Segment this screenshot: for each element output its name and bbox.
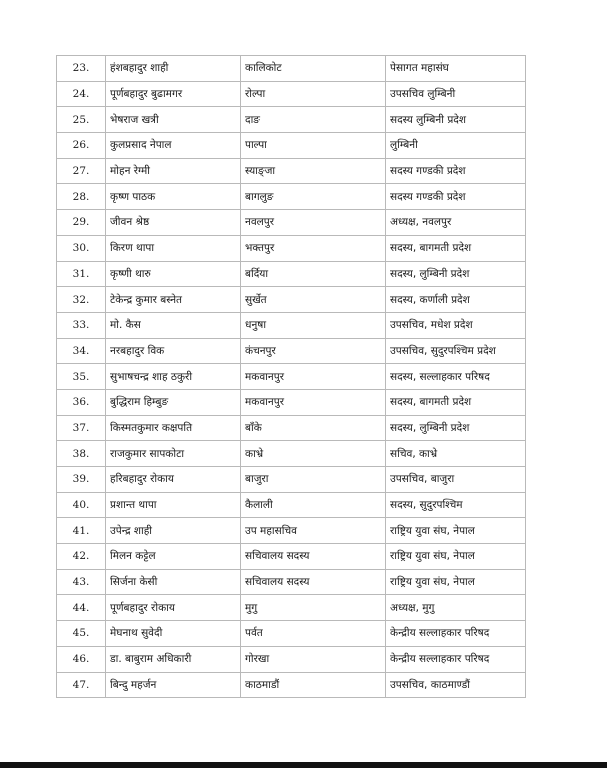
member-district: काठमाडौं bbox=[241, 672, 386, 698]
member-name: राजकुमार सापकोटा bbox=[106, 441, 241, 467]
member-district: बागलुङ bbox=[241, 184, 386, 210]
table-row bbox=[57, 467, 526, 493]
page-bottom-rule bbox=[0, 762, 607, 768]
member-name: जीवन श्रेष्ठ bbox=[106, 210, 241, 236]
member-name: मिलन कट्टेल bbox=[106, 544, 241, 570]
member-position: सदस्य गण्डकी प्रदेश bbox=[386, 184, 526, 210]
table-row bbox=[57, 210, 526, 236]
table-row bbox=[57, 338, 526, 364]
member-name: नरबहादुर विक bbox=[106, 338, 241, 364]
serial-number: 39. bbox=[57, 467, 106, 493]
serial-number: 41. bbox=[57, 518, 106, 544]
member-district: मुगु bbox=[241, 595, 386, 621]
table-row bbox=[57, 184, 526, 210]
member-name: हरिबहादुर रोकाय bbox=[106, 467, 241, 493]
member-position: सदस्य, कर्णाली प्रदेश bbox=[386, 287, 526, 313]
serial-number: 27. bbox=[57, 158, 106, 184]
serial-number: 30. bbox=[57, 235, 106, 261]
serial-number: 25. bbox=[57, 107, 106, 133]
member-position: सदस्य लुम्बिनी प्रदेश bbox=[386, 107, 526, 133]
member-name: किस्मतकुमार कक्षपति bbox=[106, 415, 241, 441]
table-row bbox=[57, 646, 526, 672]
table-row bbox=[57, 235, 526, 261]
serial-number: 28. bbox=[57, 184, 106, 210]
member-position: पेसागत महासंघ bbox=[386, 56, 526, 82]
table-row bbox=[57, 595, 526, 621]
member-name: बुद्धिराम हिम्बुङ bbox=[106, 389, 241, 415]
serial-number: 42. bbox=[57, 544, 106, 570]
member-name: कृष्ण पाठक bbox=[106, 184, 241, 210]
member-name: टेकेन्द्र कुमार बस्नेत bbox=[106, 287, 241, 313]
table-row bbox=[57, 107, 526, 133]
member-position: केन्द्रीय सल्लाहकार परिषद bbox=[386, 646, 526, 672]
member-position: उपसचिव, काठमाण्डौं bbox=[386, 672, 526, 698]
table-row bbox=[57, 133, 526, 159]
member-district: बाँके bbox=[241, 415, 386, 441]
member-district: पर्वत bbox=[241, 621, 386, 647]
member-name: मोहन रेग्मी bbox=[106, 158, 241, 184]
member-name: पूर्णबहादुर बुढामगर bbox=[106, 81, 241, 107]
member-name: मो. कैस bbox=[106, 312, 241, 338]
member-position: उपसचिव, सुदुरपश्चिम प्रदेश bbox=[386, 338, 526, 364]
member-district: दाङ bbox=[241, 107, 386, 133]
member-position: सदस्य, बागमती प्रदेश bbox=[386, 235, 526, 261]
member-position: उपसचिव, बाजुरा bbox=[386, 467, 526, 493]
member-name: मेघनाथ सुवेदी bbox=[106, 621, 241, 647]
table-row bbox=[57, 287, 526, 313]
table-row bbox=[57, 312, 526, 338]
serial-number: 26. bbox=[57, 133, 106, 159]
member-position: उपसचिव लुम्बिनी bbox=[386, 81, 526, 107]
table-row bbox=[57, 158, 526, 184]
table-row bbox=[57, 81, 526, 107]
member-position: सदस्य गण्डकी प्रदेश bbox=[386, 158, 526, 184]
serial-number: 37. bbox=[57, 415, 106, 441]
member-position: सदस्य, बागमती प्रदेश bbox=[386, 389, 526, 415]
member-district: काभ्रे bbox=[241, 441, 386, 467]
member-name: हंशबहादुर शाही bbox=[106, 56, 241, 82]
serial-number: 23. bbox=[57, 56, 106, 82]
member-district: धनुषा bbox=[241, 312, 386, 338]
table-row bbox=[57, 441, 526, 467]
member-name: सुभाषचन्द्र शाह ठकुरी bbox=[106, 364, 241, 390]
member-position: सदस्य, सल्लाहकार परिषद bbox=[386, 364, 526, 390]
serial-number: 46. bbox=[57, 646, 106, 672]
serial-number: 31. bbox=[57, 261, 106, 287]
member-district: नवलपुर bbox=[241, 210, 386, 236]
member-position: उपसचिव, मधेश प्रदेश bbox=[386, 312, 526, 338]
member-name: कृष्णी थारु bbox=[106, 261, 241, 287]
member-name: प्रशान्त थापा bbox=[106, 492, 241, 518]
member-district: स्याङ्जा bbox=[241, 158, 386, 184]
serial-number: 33. bbox=[57, 312, 106, 338]
member-position: सदस्य, लुम्बिनी प्रदेश bbox=[386, 415, 526, 441]
member-name: कुलप्रसाद नेपाल bbox=[106, 133, 241, 159]
table-row bbox=[57, 415, 526, 441]
member-list-body bbox=[57, 56, 526, 698]
member-district: कंचनपुर bbox=[241, 338, 386, 364]
member-position: राष्ट्रिय युवा संघ, नेपाल bbox=[386, 544, 526, 570]
member-district: रोल्पा bbox=[241, 81, 386, 107]
member-name: उपेन्द्र शाही bbox=[106, 518, 241, 544]
table-row bbox=[57, 544, 526, 570]
member-district: मकवानपुर bbox=[241, 364, 386, 390]
serial-number: 43. bbox=[57, 569, 106, 595]
member-district: पाल्पा bbox=[241, 133, 386, 159]
member-position: सदस्य, लुम्बिनी प्रदेश bbox=[386, 261, 526, 287]
table-row bbox=[57, 389, 526, 415]
table-row bbox=[57, 492, 526, 518]
member-name: भेषराज खत्री bbox=[106, 107, 241, 133]
serial-number: 24. bbox=[57, 81, 106, 107]
serial-number: 44. bbox=[57, 595, 106, 621]
member-district: उप महासचिव bbox=[241, 518, 386, 544]
member-position: सदस्य, सुदुरपश्चिम bbox=[386, 492, 526, 518]
member-district: गोरखा bbox=[241, 646, 386, 672]
table-row bbox=[57, 621, 526, 647]
member-name: सिर्जना केसी bbox=[106, 569, 241, 595]
member-position: अध्यक्ष, मुगु bbox=[386, 595, 526, 621]
table-row bbox=[57, 56, 526, 82]
table-row bbox=[57, 518, 526, 544]
member-district: बाजुरा bbox=[241, 467, 386, 493]
serial-number: 32. bbox=[57, 287, 106, 313]
member-district: सचिवालय सदस्य bbox=[241, 544, 386, 570]
member-district: कालिकोट bbox=[241, 56, 386, 82]
serial-number: 47. bbox=[57, 672, 106, 698]
member-name: किरण थापा bbox=[106, 235, 241, 261]
member-position: राष्ट्रिय युवा संघ, नेपाल bbox=[386, 569, 526, 595]
member-name: बिन्दु महर्जन bbox=[106, 672, 241, 698]
serial-number: 35. bbox=[57, 364, 106, 390]
member-district: कैलाली bbox=[241, 492, 386, 518]
member-position: अध्यक्ष, नवलपुर bbox=[386, 210, 526, 236]
serial-number: 45. bbox=[57, 621, 106, 647]
table-row bbox=[57, 569, 526, 595]
serial-number: 38. bbox=[57, 441, 106, 467]
member-position: केन्द्रीय सल्लाहकार परिषद bbox=[386, 621, 526, 647]
table-row bbox=[57, 672, 526, 698]
serial-number: 29. bbox=[57, 210, 106, 236]
table-row bbox=[57, 261, 526, 287]
member-district: सुर्खेत bbox=[241, 287, 386, 313]
serial-number: 36. bbox=[57, 389, 106, 415]
serial-number: 34. bbox=[57, 338, 106, 364]
table-row bbox=[57, 364, 526, 390]
member-name: डा. बाबुराम अधिकारी bbox=[106, 646, 241, 672]
member-district: भक्तपुर bbox=[241, 235, 386, 261]
member-position: लुम्बिनी bbox=[386, 133, 526, 159]
member-district: मकवानपुर bbox=[241, 389, 386, 415]
member-district: सचिवालय सदस्य bbox=[241, 569, 386, 595]
member-list-table bbox=[56, 55, 526, 698]
serial-number: 40. bbox=[57, 492, 106, 518]
member-name: पूर्णबहादुर रोकाय bbox=[106, 595, 241, 621]
member-position: सचिव, काभ्रे bbox=[386, 441, 526, 467]
member-district: बर्दिया bbox=[241, 261, 386, 287]
member-position: राष्ट्रिय युवा संघ, नेपाल bbox=[386, 518, 526, 544]
